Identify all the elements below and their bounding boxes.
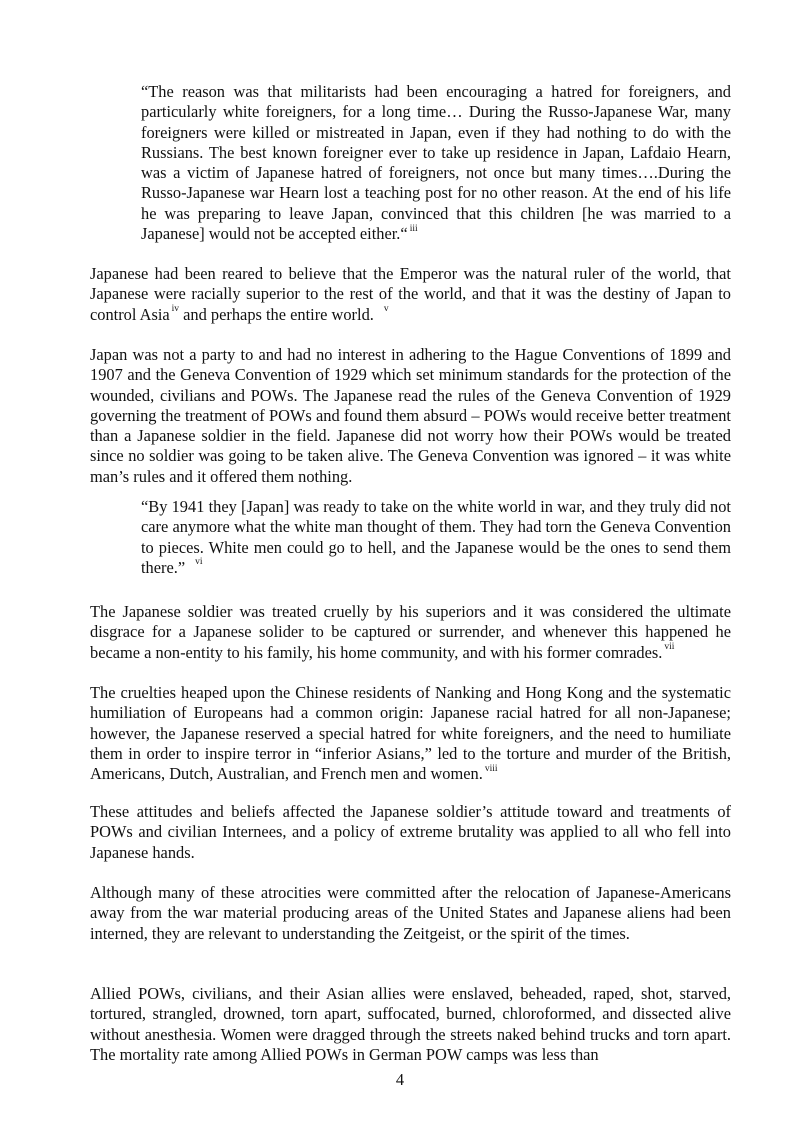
block-quote-1941: [141, 497, 731, 578]
endnote-marker: v: [383, 304, 389, 315]
paragraph-emperor: [90, 264, 731, 325]
paragraph-text: Japanese had been reared to believe that the Emperor was the natural ruler of the world, that Japanese were racially superior to the rest of the world, and that it was the destiny of Japan to control Asia: [90, 264, 731, 324]
paragraph-relocation: [90, 883, 731, 944]
paragraph-cruelties: [90, 683, 731, 784]
paragraph-atrocities: [90, 984, 731, 1065]
paragraph-attitudes: [90, 802, 731, 863]
paragraph-text: and perhaps the entire world.: [179, 304, 374, 324]
quote-text: “By 1941 they [Japan] was ready to take on the white world in war, and they truly did not care anymore what the white man thought of them. They had torn the Geneva Convention to pieces. White men could go to hell, and the Japanese would be the ones to send them there.”: [141, 497, 731, 577]
paragraph-text: Japan was not a party to and had no interest in adhering to the Hague Conventions of 1899 and 1907 and the Geneva Convention of 1929 which set minimum standards for the protection of the wounded, civilians and POWs. The Japanese read the rules of the Geneva Convention of 1929 governing the treatment of POWs and found them absurd – POWs would receive better treatment than a Japanese soldier in the field. Japanese did not worry how their POWs would be treated since no soldier was going to be taken alive. The Geneva Convention was ignored – it was white man’s rules and it offered them nothing.: [90, 345, 731, 486]
block-quote-hearn: [141, 82, 731, 244]
quote-text: “The reason was that militarists had been encouraging a hatred for foreigners, and particularly white foreigners, for a long time… During the Russo-Japanese War, many foreigners were killed or mistreated in Japan, even if they had nothing to do with the Russians. The best known foreigner ever to take up residence in Japan, Lafdaio Hearn, was a victim of Japanese hatred of foreigners, not once but many times….During the Russo-Japanese war Hearn lost a teaching post for no other reason. At the end of his life he was preparing to leave Japan, convinced that this children [he was married to a Japanese] would not be accepted either.“: [141, 82, 731, 244]
endnote-marker: viii: [484, 763, 498, 774]
endnote-marker: iv: [171, 304, 180, 315]
paragraph-text: The cruelties heaped upon the Chinese residents of Nanking and Hong Kong and the systematic humiliation of Europeans had a common origin: Japanese racial hatred for all non-Japanese; however, the Japanese reserved a special hatred for white foreigners, and the need to humiliate them in order to inspire terror in “inferior Asians,” led to the torture and murder of the British, Americans, Dutch, Australian, and French men and women.: [90, 683, 731, 784]
endnote-marker: iii: [409, 223, 418, 234]
paragraph-soldier: [90, 602, 731, 663]
endnote-marker: vi: [195, 557, 203, 568]
paragraph-text: Although many of these atrocities were committed after the relocation of Japanese-Americans away from the war material producing areas of the United States and Japanese aliens had been interned, they are relevant to understanding the Zeitgeist, or the spirit of the times.: [90, 883, 731, 943]
endnote-marker: vii: [664, 642, 675, 653]
paragraph-text: Allied POWs, civilians, and their Asian allies were enslaved, beheaded, raped, shot, starved, tortured, strangled, drowned, torn apart, suffocated, burned, chloroformed, and dissected alive without anesthesia. Women were dragged through the streets naked behind trucks and torn apart. The mortality rate among Allied POWs in German POW camps was less than: [90, 984, 731, 1064]
page-number: 4: [395, 1070, 405, 1089]
paragraph-conventions: [90, 345, 731, 487]
paragraph-text: These attitudes and beliefs affected the Japanese soldier’s attitude toward and treatments of POWs and civilian Internees, and a policy of extreme brutality was applied to all who fell into Japanese hands.: [90, 802, 731, 862]
paragraph-text: The Japanese soldier was treated cruelly by his superiors and it was considered the ultimate disgrace for a Japanese solider to be captured or surrender, and whenever this happened he became a non-entity to his family, his home community, and with his former comrades.: [90, 602, 731, 662]
